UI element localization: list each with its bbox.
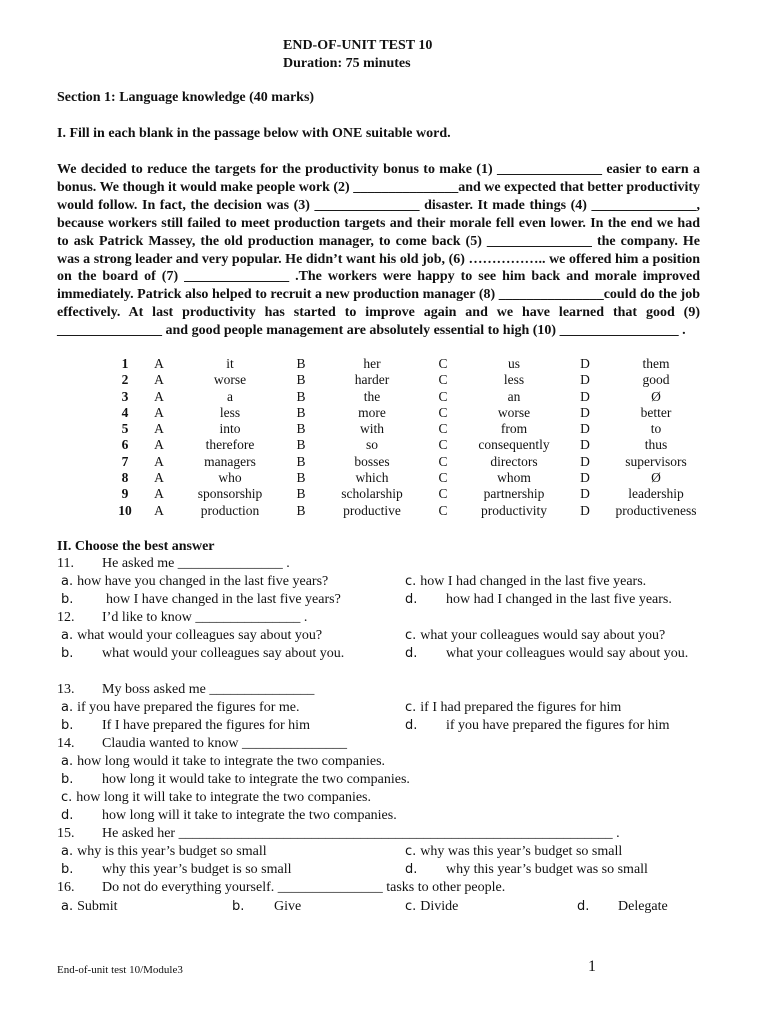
question-16 [57, 879, 505, 897]
question-number: 13. [57, 682, 75, 697]
option-c[interactable]: productivity [481, 502, 547, 518]
option-text: what would your colleagues say about you. [102, 646, 345, 661]
option-a[interactable]: managers [204, 453, 256, 469]
option-letter: A [154, 453, 164, 469]
option-letter: A [154, 502, 164, 518]
option-c[interactable]: less [503, 372, 525, 388]
option-d[interactable]: productiveness [615, 502, 697, 518]
option-text: how have you changed in the last five years? [77, 574, 329, 589]
q12-option-c[interactable] [405, 627, 665, 645]
question-number: 14. [57, 736, 75, 751]
option-letter: B [296, 453, 306, 469]
option-b[interactable]: more [358, 404, 386, 420]
option-a[interactable]: therefore [205, 437, 255, 453]
blank-number: 10 [118, 502, 132, 518]
option-row [108, 503, 710, 519]
option-letter: C [438, 372, 448, 388]
test-title: END-OF-UNIT TEST 10 [283, 38, 433, 53]
question-14 [57, 735, 347, 753]
option-letter: B [296, 356, 306, 371]
question-stem: My boss asked me _______________ [102, 682, 315, 697]
option-letter: D [580, 502, 590, 518]
option-letter: c. [405, 700, 417, 715]
q15-option-c[interactable] [405, 843, 622, 861]
option-d[interactable]: to [650, 421, 662, 437]
option-b[interactable]: her [363, 356, 381, 371]
option-letter: b. [61, 592, 74, 607]
option-text: what your colleagues would say about you? [420, 628, 666, 643]
option-d[interactable]: them [642, 356, 670, 371]
option-text: how I had changed in the last five years. [420, 574, 647, 589]
option-a[interactable]: sponsorship [197, 486, 263, 502]
option-letter: A [154, 372, 164, 388]
option-letter: a. [61, 754, 74, 769]
option-letter: d. [405, 592, 418, 607]
option-letter: c. [405, 844, 417, 859]
option-d[interactable]: Ø [651, 470, 661, 486]
question-number: 16. [57, 880, 75, 895]
option-letter: D [580, 404, 590, 420]
option-letter: C [438, 388, 448, 404]
q13-option-a[interactable] [61, 699, 299, 717]
option-text: Delegate [618, 899, 668, 914]
question-stem: I’d like to know _______________ . [102, 610, 308, 625]
option-letter: A [154, 486, 164, 502]
option-letter: A [154, 437, 164, 453]
option-letter: C [438, 470, 448, 486]
q11-option-a[interactable] [61, 573, 328, 591]
option-letter: D [580, 486, 590, 502]
option-letter: b. [232, 899, 245, 914]
option-letter: b. [61, 772, 74, 787]
blank-number: 6 [121, 437, 129, 453]
option-a[interactable]: worse [213, 372, 247, 388]
page-number: 1 [588, 958, 596, 975]
option-letter: C [438, 421, 448, 437]
option-text: if I had prepared the figures for him [420, 700, 622, 715]
section-heading: Section 1: Language knowledge (40 marks) [57, 90, 315, 105]
option-letter: B [296, 421, 306, 437]
option-letter: a. [61, 899, 74, 914]
option-d[interactable]: leadership [628, 486, 684, 502]
option-letter: d. [405, 646, 418, 661]
option-text: what would your colleagues say about you? [77, 628, 323, 643]
cloze-options-table [108, 356, 710, 519]
option-letter: D [580, 372, 590, 388]
blank-number: 7 [121, 453, 129, 469]
option-letter: D [580, 388, 590, 404]
option-letter: B [296, 372, 306, 388]
option-d[interactable]: thus [644, 437, 668, 453]
option-b[interactable]: scholarship [341, 486, 403, 502]
option-letter: d. [577, 899, 590, 914]
option-row [108, 421, 710, 437]
option-text: If I have prepared the figures for him [102, 718, 310, 733]
q13-option-d[interactable] [405, 717, 670, 735]
option-d[interactable]: Ø [651, 388, 661, 404]
option-text: why this year’s budget was so small [446, 862, 648, 877]
option-letter: b. [61, 862, 74, 877]
option-c[interactable]: an [507, 388, 521, 404]
blank-number: 4 [121, 404, 129, 420]
option-d[interactable]: good [642, 372, 670, 388]
option-a[interactable]: production [200, 502, 260, 518]
option-text: how long it would take to integrate the two companies. [102, 772, 410, 787]
blank-number: 3 [121, 388, 129, 404]
test-duration: Duration: 75 minutes [283, 56, 411, 71]
option-text: how long will it take to integrate the two companies. [102, 808, 397, 823]
blank-number: 8 [121, 470, 129, 486]
question-stem: Do not do everything yourself. _______________ tasks to other people. [102, 880, 506, 895]
option-row [108, 405, 710, 421]
option-letter: B [296, 437, 306, 453]
option-letter: c. [405, 899, 417, 914]
option-text: Divide [420, 899, 459, 914]
option-text: Give [274, 899, 302, 914]
option-c[interactable]: us [507, 356, 520, 371]
option-letter: C [438, 486, 448, 502]
option-letter: A [154, 404, 164, 420]
option-c[interactable]: worse [497, 404, 531, 420]
option-text: if you have prepared the figures for him [446, 718, 670, 733]
option-a[interactable]: a [227, 388, 233, 404]
option-row [108, 486, 710, 502]
option-letter: d. [61, 808, 74, 823]
blank-number: 2 [121, 372, 129, 388]
q14-option-c[interactable] [61, 789, 371, 807]
option-text: why this year’s budget is so small [102, 862, 292, 877]
option-a[interactable]: into [219, 421, 241, 437]
option-b[interactable]: with [359, 421, 384, 437]
option-letter: B [296, 470, 306, 486]
option-letter: a. [61, 844, 74, 859]
cloze-passage: We decided to reduce the targets for the productivity bonus to make (1) _______________ easier to earn a bonus. We though it would make people work (2) _______________and we expected that better productivity would follow. In fact, the decision was (3) _______________ disaster. It made things (4) _______________, because workers still failed to meet production targets and their morale fell even lower. In the end we had to ask Patrick Massey, the old production manager, to come back (5) _______________ the company. He was a strong leader and very popular. He didn’t want his old job, (6) …………….. we offered him a position on the board of (7) _______________ .The workers were happy to see him back and morale improved immediately. Patrick also helped to recruit a new production manager (8) _______________could do the job effectively. At last productivity has started to improve again and we have learned that good (9) _______________ and good people management are absolutely essential to high (10) _________________ . [57, 162, 700, 339]
option-row [108, 372, 710, 388]
option-row [108, 356, 710, 372]
option-letter: C [438, 502, 448, 518]
option-text: how I have changed in the last five years? [106, 592, 341, 607]
option-a[interactable]: less [219, 404, 241, 420]
q11-option-b[interactable] [61, 591, 341, 609]
option-c[interactable]: whom [497, 470, 531, 486]
option-text: if you have prepared the figures for me. [77, 700, 300, 715]
q16-option-b[interactable] [232, 898, 301, 916]
option-letter: A [154, 388, 164, 404]
blank-number: 1 [121, 356, 129, 371]
q13-option-c[interactable] [405, 699, 621, 717]
blank-number: 5 [121, 421, 129, 437]
option-text: how long would it take to integrate the two companies. [77, 754, 386, 769]
question-15 [57, 825, 620, 843]
option-text: why is this year’s budget so small [77, 844, 267, 859]
option-letter: A [154, 356, 164, 371]
q12-option-a[interactable] [61, 627, 322, 645]
option-letter: b. [61, 646, 74, 661]
option-letter: A [154, 421, 164, 437]
option-letter: D [580, 356, 590, 371]
option-letter: a. [61, 628, 74, 643]
option-letter: C [438, 453, 448, 469]
option-b[interactable]: so [365, 437, 378, 453]
option-letter: B [296, 388, 306, 404]
question-stem: Claudia wanted to know _______________ [102, 736, 347, 751]
option-letter: a. [61, 700, 74, 715]
test-title-block [283, 37, 432, 73]
question-number: 11. [57, 556, 74, 571]
option-d[interactable]: supervisors [625, 453, 687, 469]
option-a[interactable]: who [218, 470, 242, 486]
option-c[interactable]: consequently [478, 437, 550, 453]
option-text: how long it will take to integrate the two companies. [76, 790, 371, 805]
question-12 [57, 609, 307, 627]
option-letter: a. [61, 574, 74, 589]
q11-option-d[interactable] [405, 591, 672, 609]
option-letter: d. [405, 718, 418, 733]
option-text: how had I changed in the last five years. [446, 592, 672, 607]
option-c[interactable]: from [500, 421, 528, 437]
option-row [108, 470, 710, 486]
q14-option-a[interactable] [61, 753, 385, 771]
option-letter: c. [405, 574, 417, 589]
option-letter: c. [405, 628, 417, 643]
option-b[interactable]: the [363, 388, 381, 404]
q16-option-a[interactable] [61, 898, 118, 916]
q12-option-b[interactable] [57, 645, 357, 663]
q15-option-a[interactable] [61, 843, 267, 861]
q14-option-b[interactable] [61, 771, 410, 789]
option-letter: B [296, 404, 306, 420]
option-text: what your colleagues would say about you. [446, 646, 689, 661]
option-letter: C [438, 437, 448, 453]
question-number: 15. [57, 826, 75, 841]
question-stem: He asked me _______________ . [102, 556, 290, 571]
option-text: why was this year’s budget so small [420, 844, 623, 859]
option-letter: D [580, 453, 590, 469]
option-row [108, 389, 710, 405]
option-b[interactable]: harder [354, 372, 390, 388]
q15-option-b[interactable] [61, 861, 292, 879]
part1-instruction: I. Fill in each blank in the passage below with ONE suitable word. [57, 126, 451, 141]
q16-option-d[interactable] [577, 898, 668, 916]
option-row [108, 454, 710, 470]
blank-number: 9 [121, 486, 129, 502]
question-11 [57, 555, 290, 573]
q16-option-c[interactable] [405, 898, 458, 916]
q15-option-d[interactable] [405, 861, 648, 879]
option-letter: D [580, 470, 590, 486]
q11-option-c[interactable] [405, 573, 646, 591]
q14-option-d[interactable] [61, 807, 397, 825]
option-letter: d. [405, 862, 418, 877]
option-letter: C [438, 356, 448, 371]
question-13 [57, 681, 314, 699]
option-letter: D [580, 421, 590, 437]
option-b[interactable]: bosses [354, 453, 390, 469]
option-letter: c. [61, 790, 73, 805]
option-letter: C [438, 404, 448, 420]
option-c[interactable]: partnership [483, 486, 545, 502]
q13-option-b[interactable] [61, 717, 310, 735]
part2-heading: II. Choose the best answer [57, 539, 215, 554]
option-text: Submit [77, 899, 118, 914]
option-d[interactable]: better [640, 404, 672, 420]
page-footer-label: End-of-unit test 10/Module3 [57, 964, 183, 976]
option-letter: A [154, 470, 164, 486]
question-stem: He asked her ______________________________________________________________ . [102, 826, 620, 841]
question-number: 12. [57, 610, 75, 625]
option-letter: b. [61, 718, 74, 733]
option-letter: B [296, 502, 306, 518]
option-letter: B [296, 486, 306, 502]
option-c[interactable]: directors [490, 453, 538, 469]
option-b[interactable]: productive [343, 502, 401, 518]
option-b[interactable]: which [355, 470, 389, 486]
q12-option-d[interactable] [401, 645, 701, 663]
option-letter: D [580, 437, 590, 453]
option-row [108, 437, 710, 453]
option-a[interactable]: it [226, 356, 234, 371]
